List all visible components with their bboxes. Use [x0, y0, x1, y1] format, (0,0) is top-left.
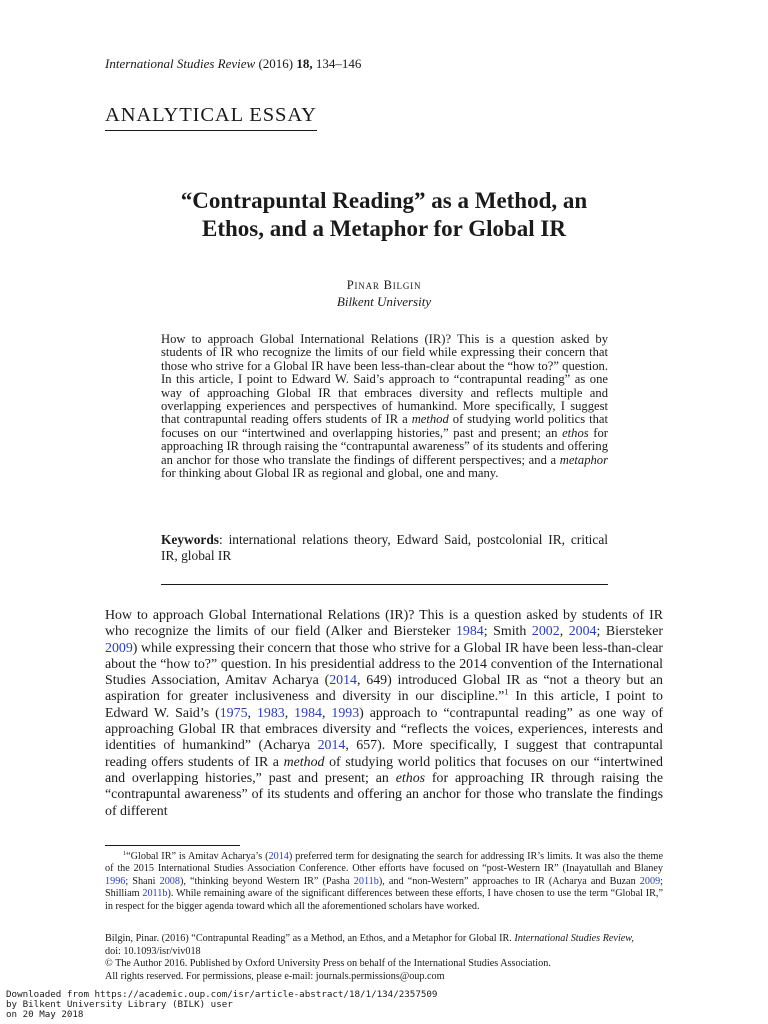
- download-line-1: Downloaded from https://academic.oup.com/isr/article-abstract/18/1/134/2357509: [6, 989, 438, 1000]
- author-affiliation: Bilkent University: [336, 294, 432, 309]
- abstract-emphasis: ethos: [562, 425, 589, 440]
- body-text: , 649) introduced Global IR as “not a theory but an aspiration for greater inclusiveness and diversity in our discipline.”: [105, 673, 664, 705]
- body-text: ,: [321, 705, 332, 721]
- body-text: , 657). More specifically, I suggest that contrapuntal reading offers students of IR a: [105, 738, 663, 770]
- footnote-text: ). While remaining aware of the significant differences between these efforts, I have chosen to use the term “Global IR,” in respect for the bigger agenda toward which all the aforementioned scholars have worked.: [105, 888, 663, 912]
- journal-pages: 134–146: [315, 56, 362, 71]
- citation-text: Bilgin, Pinar. (2016) “Contrapuntal Reading” as a Method, an Ethos, and a Metaphor for Global IR.: [105, 933, 515, 944]
- title-line-1: “Contrapuntal Reading” as a Method, an: [180, 188, 588, 213]
- citation-link[interactable]: 2008: [159, 875, 180, 887]
- article-citation: [105, 933, 663, 983]
- journal-volume: 18,: [296, 56, 313, 71]
- keywords: [161, 532, 608, 564]
- body-text: ,: [284, 705, 295, 721]
- footnote-text: ), “thinking beyond Western IR” (Pasha: [179, 875, 354, 887]
- citation-link[interactable]: 2011b: [142, 888, 168, 900]
- download-stamp: [6, 990, 437, 1020]
- citation-link[interactable]: 2014: [329, 673, 357, 689]
- journal-year: (2016): [258, 56, 294, 71]
- footnote-text: ; Shani: [125, 875, 160, 887]
- footnote-number: 1: [123, 849, 127, 857]
- copyright-notice: © The Author 2016. Published by Oxford University Press on behalf of the International Studies Association.: [105, 958, 551, 970]
- body-text: ) while expressing their concern that those who strive for a Global IR have been less-than-clear about the “how to?” question. In his presidential address to the 2014 convention of the International Studies Association, Amitav Acharya (: [105, 640, 663, 689]
- citation-link[interactable]: 2014: [268, 851, 289, 862]
- citation-link[interactable]: 2004: [568, 624, 597, 640]
- citation-link[interactable]: 2009: [105, 640, 133, 656]
- citation-link[interactable]: 2011b: [353, 875, 379, 887]
- body-text: ; Biersteker: [596, 624, 663, 640]
- citation-link[interactable]: 1984: [294, 705, 322, 721]
- footnote: [105, 851, 663, 913]
- footnote-divider: [105, 845, 240, 846]
- article-title: [105, 187, 663, 243]
- body-emphasis: method: [283, 754, 325, 770]
- abstract-text: for thinking about Global IR as regional and global, one and many.: [161, 466, 499, 481]
- body-text: ; Smith: [483, 624, 532, 640]
- body-text: for approaching IR through raising the “contrapuntal awareness” of its students and offering an anchor for those who translate the findings of different: [105, 770, 663, 819]
- abstract-emphasis: metaphor: [559, 452, 608, 467]
- footnote-text: ; Shilliam: [105, 875, 663, 900]
- citation-line: [105, 933, 663, 946]
- body-text: How to approach Global International Relations (IR)? This is a question asked by students of IR who recognize the limits of our field (Alker and Biersteker: [105, 608, 663, 640]
- body-emphasis: ethos: [395, 770, 426, 786]
- footnote-text: ), and “non-Western” approaches to IR (Acharya and Buzan: [378, 875, 640, 887]
- abstract-text: How to approach Global International Relations (IR)? This is a question asked by students of IR who recognize the limits of our field while expressing their concern that those who strive for a Global IR have been less-than-clear about the “how to?” question. In this article, I point to Edward W. Said’s approach to “contrapuntal reading” as one way of approaching Global IR that embraces diversity and reflects multiple and overlapping experiences and perspectives of humankind. More specifically, I suggest that contrapuntal reading offers students of IR a: [161, 332, 608, 427]
- citation-link[interactable]: 1996: [105, 875, 126, 887]
- citation-link[interactable]: 2009: [639, 875, 661, 887]
- abstract-divider: [161, 584, 608, 585]
- body-paragraph: [105, 608, 663, 820]
- body-text: ,: [559, 624, 569, 640]
- author-name: Pinar Bilgin: [346, 278, 422, 292]
- abstract-text: for approaching IR through raising the “contrapuntal awareness” of its students and offering an anchor for those who translate the findings of different perspectives; and a: [161, 425, 608, 467]
- journal-header: [105, 56, 361, 72]
- doi[interactable]: doi: 10.1093/isr/viv018: [105, 945, 201, 957]
- journal-name: International Studies Review: [105, 56, 256, 71]
- citation-link[interactable]: 1984: [455, 624, 484, 640]
- citation-link[interactable]: 2002: [531, 624, 560, 640]
- footnote-text: ) preferred term for designating the search for addressing IR’s limits. It was also the theme of the 2015 International Studies Association Conference. Other efforts have focused on “post-Western IR” (Inayatullah and Blaney: [105, 851, 664, 875]
- section-label: ANALYTICAL ESSAY: [105, 104, 317, 131]
- body-text: In this article, I point to Edward W. Said’s (: [105, 689, 664, 721]
- citation-journal: International Studies Review,: [514, 933, 634, 944]
- citation-link[interactable]: 1975: [219, 705, 248, 721]
- abstract-emphasis: method: [411, 412, 449, 427]
- download-line-3: on 20 May 2018: [6, 1009, 84, 1020]
- citation-link[interactable]: 1983: [256, 705, 285, 721]
- title-line-2: Ethos, and a Metaphor for Global IR: [201, 216, 566, 241]
- footnote-text: “Global IR” is Amitav Acharya’s (: [126, 851, 269, 862]
- abstract: [161, 333, 608, 480]
- citation-link[interactable]: 2014: [317, 738, 346, 754]
- keywords-list: : international relations theory, Edward Said, postcolonial IR, critical IR, global IR: [161, 532, 608, 563]
- body-text: ,: [247, 705, 257, 721]
- abstract-text: of studying world politics that focuses on our “intertwined and overlapping histories,” past and present; an: [161, 412, 609, 440]
- rights-notice: All rights reserved. For permissions, please e-mail: journals.permissions@oup.com: [105, 970, 445, 982]
- keywords-label: Keywords: [161, 532, 220, 547]
- download-line-2: by Bilkent University Library (BILK) user: [6, 999, 233, 1010]
- citation-link[interactable]: 1993: [331, 705, 360, 721]
- body-text: of studying world politics that focuses on our “intertwined and overlapping histories,” past and present; an: [105, 754, 663, 786]
- body-text: ) approach to “contrapuntal reading” as one way of approaching Global IR that embraces diversity and “reflects the voices, experiences, interests and identities of humankind” (Acharya: [105, 705, 663, 754]
- footnote-ref[interactable]: 1: [504, 686, 509, 697]
